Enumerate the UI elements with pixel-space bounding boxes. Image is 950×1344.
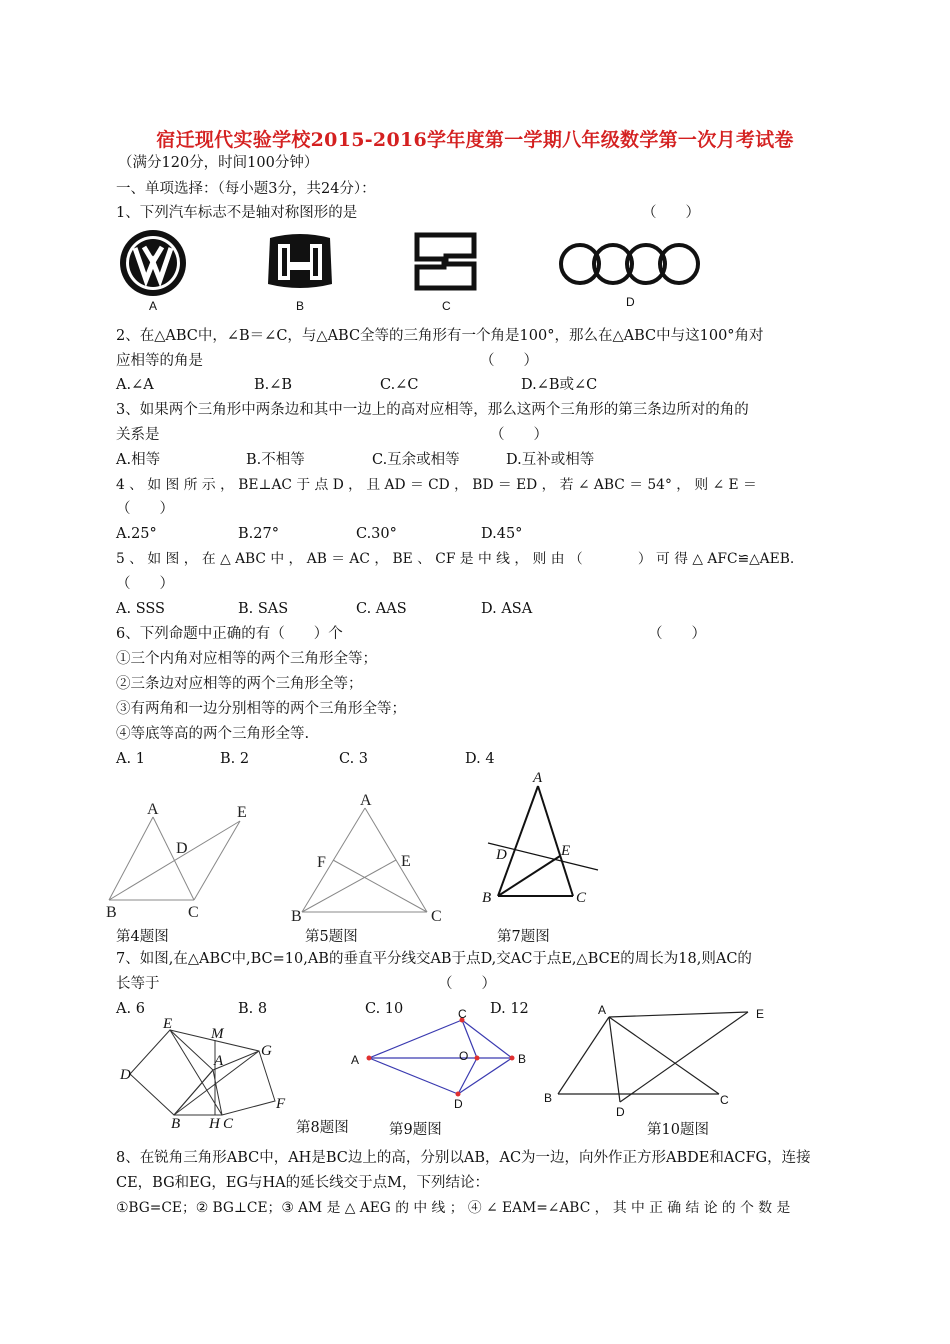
fig9-label-d: D <box>454 1097 463 1111</box>
fig8-label-h: H <box>209 1116 220 1132</box>
q5-option-a: A. SSS <box>116 601 165 617</box>
q5-line2: （ ） <box>116 576 174 592</box>
q7-line2: 长等于 <box>116 976 160 992</box>
logo-b-label: B <box>296 299 305 313</box>
fig10-label-c: C <box>720 1093 729 1107</box>
q2-option-c: C.∠C <box>380 377 419 393</box>
q1-stem: 1、下列汽车标志不是轴对称图形的是 <box>116 205 358 221</box>
logo-c-label: C <box>442 299 451 313</box>
q2-paren: （ ） <box>480 353 538 369</box>
q4-option-a: A.25° <box>116 526 157 542</box>
q4-option-b: B.27° <box>238 526 279 542</box>
fig10-label-e: E <box>756 1007 765 1021</box>
fig8-label-e: E <box>163 1016 173 1032</box>
fig8-label-g: G <box>261 1043 272 1059</box>
q8-line1: 8、在锐角三角形ABC中，AH是BC边上的高，分别以AB，AC为一边，向外作正方形ABDE和ACFG，连接 <box>116 1150 811 1166</box>
fig4-label-e: E <box>237 804 247 821</box>
q5-option-d: D. ASA <box>481 601 533 617</box>
q3-paren: （ ） <box>490 427 548 443</box>
q6-stem: 6、下列命题中正确的有（ ）个 <box>116 626 343 642</box>
fig9-label-o: O <box>459 1049 469 1063</box>
section-heading: 一、单项选择：（每小题3分，共24分）： <box>116 181 376 197</box>
figure-10 <box>540 1002 780 1122</box>
q4-line1: 4 、 如 图 所 示 ， BE⊥AC 于 点 D ， 且 AD ＝ CD ， BD ＝ ED ， 若 ∠ ABC ＝ 54° ， 则 ∠ E ＝ <box>116 477 757 493</box>
q6-option-d: D. 4 <box>465 751 495 767</box>
fig5-label-a: A <box>360 792 372 809</box>
fig5-label-f: F <box>317 854 326 871</box>
q6-item-1: ①三个内角对应相等的两个三角形全等； <box>116 651 377 667</box>
fig8-label-m: M <box>211 1026 224 1042</box>
logo-b-honda <box>266 232 336 314</box>
q7-option-a: A. 6 <box>116 1001 145 1017</box>
q3-option-a: A.相等 <box>116 452 161 468</box>
figure-7 <box>478 768 608 913</box>
fig4-label-c: C <box>188 904 199 921</box>
fig8-label-b: B <box>171 1116 181 1132</box>
fig8-caption: 第8题图 <box>296 1120 349 1136</box>
fig7-label-e: E <box>561 843 571 859</box>
fig7-label-d: D <box>496 847 507 863</box>
fig4-label-b: B <box>106 904 117 921</box>
fig10-label-d: D <box>616 1105 625 1119</box>
q5-line1: 5 、 如 图 ， 在 △ ABC 中 ， AB ＝ AC ， BE 、 CF 是 中 线 ， 则 由 （ ） 可 得 △ AFC≌△AEB. <box>116 551 795 567</box>
q7-option-d: D. 12 <box>490 1001 529 1017</box>
exam-title: 宿迁现代实验学校2015-2016学年度第一学期八年级数学第一次月考试卷 <box>156 129 794 151</box>
q7-paren: （ ） <box>438 976 496 992</box>
q2-option-a: A.∠A <box>116 377 154 393</box>
q7-option-c: C. 10 <box>365 1001 404 1017</box>
fig5-label-b: B <box>291 908 302 925</box>
fig10-label-a: A <box>598 1003 607 1017</box>
fig4-label-a: A <box>147 801 159 818</box>
fig7-label-c: C <box>576 890 587 906</box>
figure-8 <box>115 1018 295 1133</box>
fig9-caption: 第9题图 <box>389 1122 442 1138</box>
q6-option-a: A. 1 <box>116 751 145 767</box>
q4-option-d: D.45° <box>481 526 523 542</box>
q6-item-4: ④等底等高的两个三角形全等. <box>116 726 310 742</box>
fig9-label-c: C <box>458 1007 467 1021</box>
fig8-label-f: F <box>276 1096 286 1112</box>
q6-item-3: ③有两角和一边分别相等的两个三角形全等； <box>116 701 406 717</box>
q2-line1: 2、在△ABC中，∠B＝∠C，与△ABC全等的三角形有一个角是100°，那么在△ABC中与这100°角对 <box>116 328 764 344</box>
q6-option-b: B. 2 <box>220 751 250 767</box>
logo-d-label: D <box>626 295 635 309</box>
q4-option-c: C.30° <box>356 526 397 542</box>
fig8-label-c: C <box>223 1116 234 1132</box>
fig4-caption: 第4题图 <box>116 929 169 945</box>
figure-5 <box>285 790 455 925</box>
q5-option-b: B. SAS <box>238 601 289 617</box>
fig7-caption: 第7题图 <box>497 929 550 945</box>
fig5-label-e: E <box>401 853 411 870</box>
figure-4 <box>100 795 260 925</box>
q1-paren: （ ） <box>642 205 700 221</box>
q7-option-b: B. 8 <box>238 1001 268 1017</box>
q2-option-d: D.∠B或∠C <box>521 377 598 393</box>
logo-c-symbol <box>414 232 480 314</box>
q2-line2: 应相等的角是 <box>116 353 203 369</box>
fig5-label-c: C <box>431 908 442 925</box>
fig10-caption: 第10题图 <box>647 1122 709 1138</box>
fig7-label-a: A <box>533 770 543 786</box>
fig4-label-d: D <box>176 840 188 857</box>
fig8-label-d: D <box>120 1067 131 1083</box>
q3-line1: 3、如果两个三角形中两条边和其中一边上的高对应相等，那么这两个三角形的第三条边所对的角的 <box>116 402 749 418</box>
q3-option-d: D.互补或相等 <box>506 452 595 468</box>
q5-option-c: C. AAS <box>356 601 407 617</box>
q7-line1: 7、如图,在△ABC中,BC=10,AB的垂直平分线交AB于点D,交AC于点E,△BCE的周长为18,则AC的 <box>116 951 752 967</box>
fig9-label-b: B <box>518 1052 527 1066</box>
fig8-label-a: A <box>214 1053 224 1069</box>
q6-option-c: C. 3 <box>339 751 369 767</box>
fig9-label-a: A <box>351 1053 360 1067</box>
q8-line3: ①BG=CE；② BG⊥CE；③ AM 是 △ AEG 的 中 线 ； ④ ∠ EAM=∠ABC ， 其 中 正 确 结 论 的 个 数 是 <box>116 1200 791 1216</box>
q6-item-2: ②三条边对应相等的两个三角形全等； <box>116 676 363 692</box>
fig5-caption: 第5题图 <box>305 929 358 945</box>
fig10-label-b: B <box>544 1091 553 1105</box>
q3-line2: 关系是 <box>116 427 160 443</box>
logo-a-label: A <box>149 299 158 313</box>
logo-a-vw <box>118 228 190 313</box>
q4-line2: （ ） <box>116 501 174 517</box>
q3-option-c: C.互余或相等 <box>372 452 460 468</box>
fig7-label-b: B <box>482 890 492 906</box>
q2-option-b: B.∠B <box>254 377 293 393</box>
q8-line2: CE，BG和EG，EG与HA的延长线交于点M，下列结论： <box>116 1175 489 1191</box>
q6-paren: （ ） <box>648 626 706 642</box>
logo-d-rings <box>558 240 704 312</box>
exam-subtitle: （满分120分，时间100分钟） <box>118 155 319 171</box>
q3-option-b: B.不相等 <box>246 452 305 468</box>
